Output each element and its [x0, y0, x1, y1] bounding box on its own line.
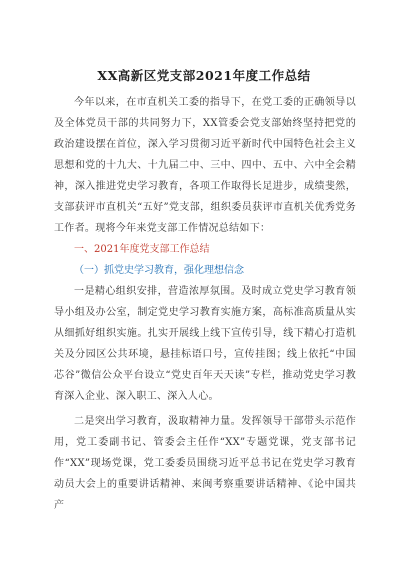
- document-body: [54, 92, 356, 516]
- body-paragraph-2: 二是突出学习教育，汲取精神力量。发挥领导干部带头示范作用，党工委副书记、管委会主任作“XX”专题党课，党支部书记作“XX”现场党课，党工委委员围绕习近平总书记在党史学习教育动员大会上的重要讲话精神、来闽考察重要讲话精神、《论中国共产: [54, 416, 356, 511]
- body-paragraph-1: 一是精心组织安排，营造浓厚氛围。及时成立党史学习教育领导小组及办公室，制定党史学习教育实施方案，高标准高质量从实从细抓好组织实施。扎实开展线上线下宣传引导，线下精心打造机关及分园区公共环境，悬挂标语口号，宣传挂图；线上依托“中国芯谷”微信公众平台设立“党史百年天天读”专栏，推动党史学习教育深入企业、深入职工、深入人心。: [54, 286, 356, 402]
- document-title: XX高新区党支部2021年度工作总结: [97, 68, 311, 83]
- intro-paragraph: 今年以来，在市直机关工委的指导下，在党工委的正确领导以及全体党员干部的共同努力下，XX管委会党支部始终坚持把党的政治建设摆在首位，深入学习贯彻习近平新时代中国特色社会主义思想和党的十九大、十九届二中、三中、四中、五中、六中全会精神，深入推进党史学习教育，各项工作取得长足进步，成绩斐然，支部获评市直机关“五好”党支部，组织委员获评市直机关优秀党务工作者。现将今年来党支部工作情况总结如下：: [54, 97, 356, 234]
- subsection-heading: （一）抓党史学习教育，强化理想信念: [74, 265, 244, 276]
- section-heading: 一、2021年度党支部工作总结: [74, 244, 210, 255]
